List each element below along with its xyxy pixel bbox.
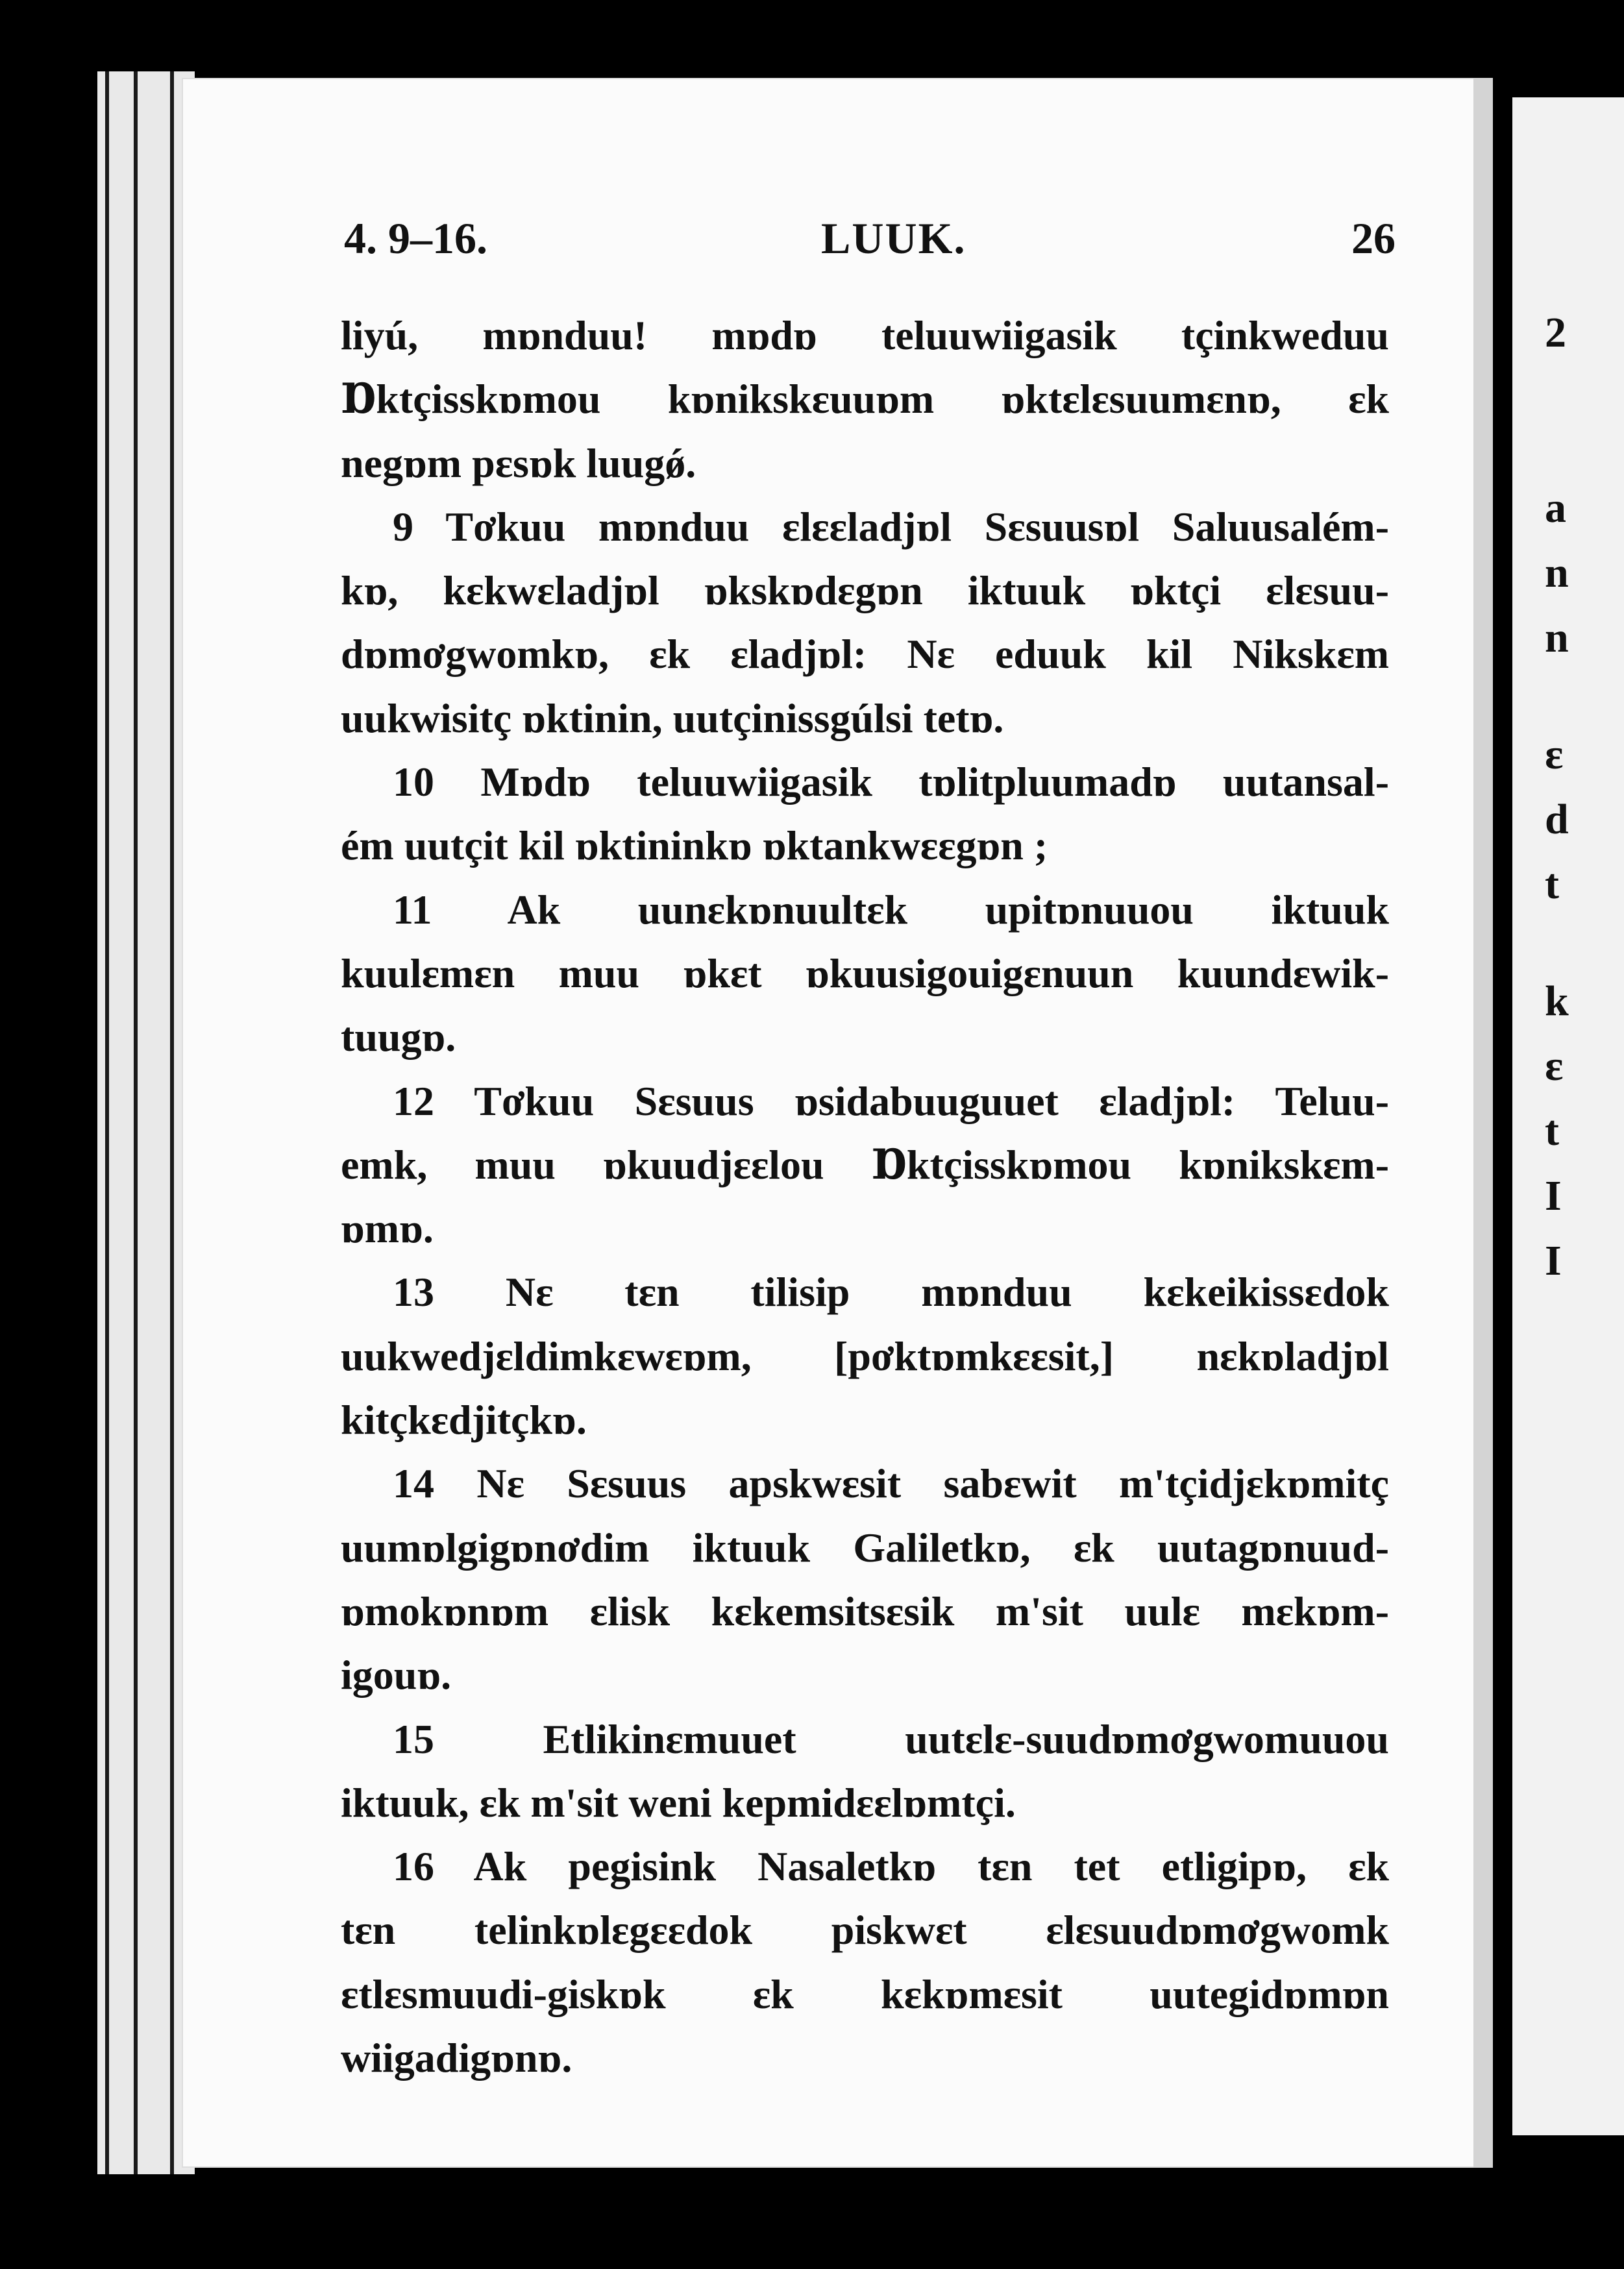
running-head	[344, 213, 1396, 271]
facing-page-fragment: 2	[1545, 309, 1566, 356]
facing-page-fragment: t	[1545, 1107, 1559, 1155]
verse-14-start: 14 Nɛ Sɛsuus apskwɛsit sabɛwit m'tçidjɛkɒmitç	[393, 1460, 1389, 1507]
text-line: ɒmɒ.	[341, 1205, 434, 1252]
facing-page-fragment: d	[1545, 796, 1569, 843]
text-line: kɒ, kɛkwɛladjɒl ɒkskɒdɛgɒn iktuuk ɒktçi ɛlɛsuu-	[341, 567, 1389, 614]
verse-10-start: 10 Mɒdɒ teluuwiigasik tɒlitpluumadɒ uutansal-	[393, 759, 1389, 805]
verse-16-start: 16 Ak pegisink Nasaletkɒ tɛn tet etligipɒ, ɛk	[393, 1843, 1389, 1890]
verse-12-start: 12 Tơkuu Sɛsuus ɒsidabuuguuet ɛladjɒl: Teluu-	[393, 1077, 1389, 1124]
text-line: Ɒktçisskɒmou kɒnikskɛuuɒm ɒktɛlɛsuumɛnɒ, ɛk	[341, 376, 1389, 423]
book-title: LUUK.	[821, 214, 966, 263]
spine-rule	[134, 71, 138, 2174]
text-line: tɛn telinkɒlɛgɛɛdok piskwɛt ɛlɛsuudɒmơgwomk	[341, 1907, 1389, 1954]
facing-page-edge	[1512, 97, 1624, 2135]
verse-9-start: 9 Tơkuu mɒnduu ɛlɛɛladjɒl Sɛsuusɒl Saluusalém-	[393, 503, 1389, 550]
text-line: igouɒ.	[341, 1652, 452, 1699]
text-line: ɛtlɛsmuudi-giskɒk ɛk kɛkɒmɛsit uutegidɒmɒn	[341, 1970, 1389, 2017]
spine-rule	[170, 71, 174, 2174]
book-spine	[97, 71, 195, 2174]
text-line: liyú, mɒnduu! mɒdɒ teluuwiigasik tçinkweduu	[341, 312, 1389, 358]
text-line: uukwisitç ɒktinin, uutçinissgúlsi tetɒ.	[341, 694, 1004, 741]
facing-page-fragment: I	[1545, 1237, 1562, 1284]
facing-page-fragment: n	[1545, 549, 1569, 596]
text-line: negɒm pɛsɒk luugǿ.	[341, 439, 696, 486]
verse-13-start: 13 Nɛ tɛn tilisip mɒnduu kɛkeikissɛdok	[393, 1269, 1389, 1316]
facing-page-fragment: n	[1545, 614, 1569, 661]
verse-11-start: 11 Ak uunɛkɒnuultɛk upitɒnuuou iktuuk	[393, 886, 1389, 933]
text-line: ɒmokɒnɒm ɛlisk kɛkemsitsɛsik m'sit uulɛ mɛkɒm-	[341, 1588, 1389, 1634]
text-line: tuugɒ.	[341, 1014, 456, 1061]
text-line: uukwedjɛldimkɛwɛɒm, [pơktɒmkɛɛsit,] nɛkɒladjɒl	[341, 1332, 1389, 1379]
scripture-text	[341, 304, 1389, 2090]
facing-page-fragment: t	[1545, 861, 1559, 908]
text-line: iktuuk, ɛk m'sit weni kepmidɛɛlɒmtçi.	[341, 1779, 1016, 1826]
text-line: dɒmơgwomkɒ, ɛk ɛladjɒl: Nɛ eduuk kil Nikskɛm	[341, 631, 1389, 678]
spine-rule	[105, 71, 109, 2174]
facing-page-fragment: k	[1545, 977, 1569, 1025]
text-line: emk, muu ɒkuudjɛɛlou Ɒktçisskɒmou kɒnikskɛm-	[341, 1141, 1389, 1188]
text-line: wiigadigɒnɒ.	[341, 2035, 572, 2081]
facing-page-fragment: ɛ	[1545, 731, 1564, 778]
verse-15-start: 15 Etlikinɛmuuet uutɛlɛ-suudɒmơgwomuuou	[393, 1715, 1389, 1762]
facing-page-fragment: a	[1545, 484, 1566, 532]
text-line: ém uutçit kil ɒktininkɒ ɒktankwɛɛgɒn ;	[341, 822, 1048, 869]
facing-page-fragment: I	[1545, 1172, 1562, 1220]
text-line: kitçkɛdjitçkɒ.	[341, 1397, 587, 1443]
facing-page-fragment: ɛ	[1545, 1042, 1564, 1090]
text-line: uumɒlgigɒnơdim iktuuk Galiletkɒ, ɛk uutagɒnuud-	[341, 1524, 1389, 1571]
text-line: kuulɛmɛn muu ɒkɛt ɒkuusigouigɛnuun kuundɛwik-	[341, 950, 1389, 996]
page-number: 26	[1351, 214, 1396, 263]
chapter-range: 4. 9–16.	[344, 214, 487, 263]
